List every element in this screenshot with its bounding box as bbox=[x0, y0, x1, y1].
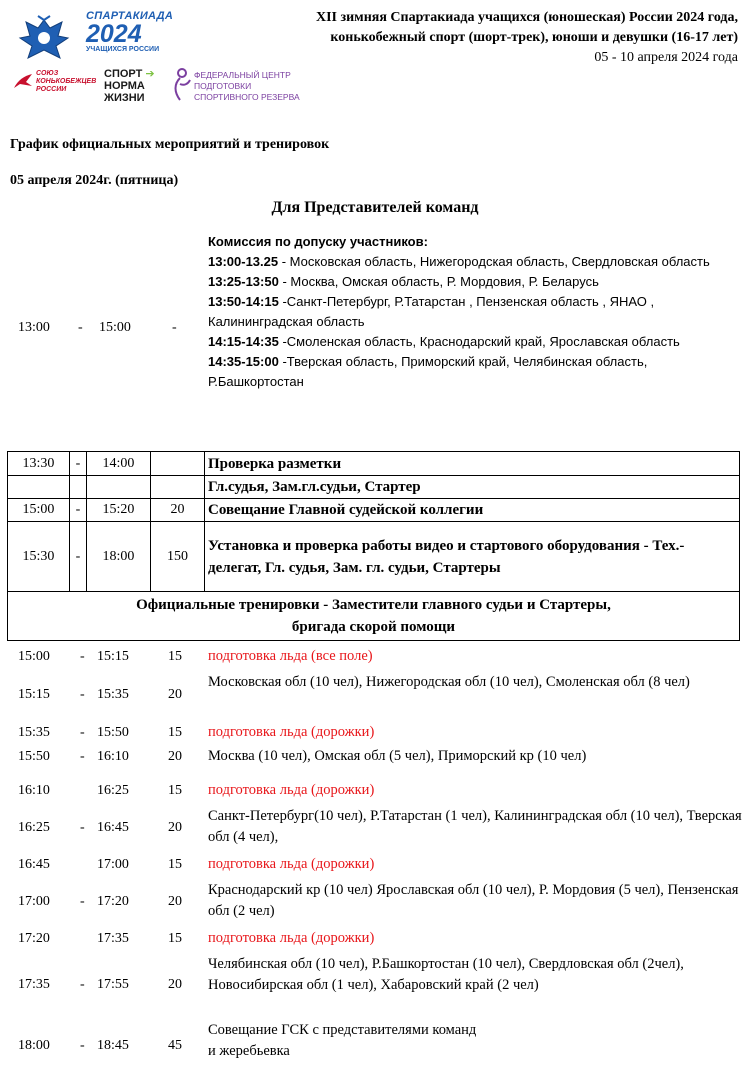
header-logos bbox=[8, 6, 298, 106]
training-description: подготовка льда (дорожки) bbox=[208, 856, 375, 872]
training-dash: - bbox=[80, 725, 85, 740]
skater-icon bbox=[12, 70, 34, 92]
training-duration: 15 bbox=[168, 857, 182, 872]
training-end: 15:35 bbox=[97, 687, 129, 702]
training-description: Краснодарский кр (10 чел) Ярославская обл (10 чел), Р. Мордовия (5 чел), Пензенская обл (2 чел) bbox=[208, 882, 739, 919]
commission-text bbox=[208, 232, 743, 392]
training-dash: - bbox=[80, 1038, 85, 1053]
header-dates: 05 - 10 апреля 2024 года bbox=[594, 50, 738, 65]
commission-slot-teams: - Москва, Омская область, Р. Мордовия, Р. Беларусь bbox=[278, 274, 599, 289]
norma-line-1: СПОРТ ➔ bbox=[104, 68, 155, 80]
training-dash: - bbox=[80, 749, 85, 764]
header-title-line-1: XII зимняя Спартакиада учащихся (юношеская) России 2024 года, bbox=[315, 10, 738, 25]
row-dash: - bbox=[70, 522, 87, 592]
section-title-line-1: Официальные тренировки - Заместители главного судьи и Стартеры, bbox=[136, 597, 611, 613]
training-row bbox=[10, 780, 745, 806]
table-row bbox=[8, 452, 740, 476]
row-end: 18:00 bbox=[87, 522, 151, 592]
training-row bbox=[10, 880, 745, 928]
commission-end: 15:00 bbox=[99, 320, 131, 335]
training-end: 17:35 bbox=[97, 931, 129, 946]
fc-line-2: ПОДГОТОВКИ bbox=[194, 81, 252, 91]
row-description: Гл.судья, Зам.гл.судьи, Стартер bbox=[205, 476, 740, 499]
row-dash: - bbox=[70, 452, 87, 476]
training-row bbox=[10, 646, 745, 672]
training-end: 16:45 bbox=[97, 820, 129, 835]
training-duration: 15 bbox=[168, 783, 182, 798]
table-row bbox=[8, 476, 740, 499]
row-start: 15:30 bbox=[8, 522, 70, 592]
training-description: Челябинская обл (10 чел), Р.Башкортостан (10 чел), Свердловская обл (2чел), Новосибирская обл (1 чел), Хабаровский край (2 чел) bbox=[208, 956, 684, 993]
training-end: 17:55 bbox=[97, 977, 129, 992]
row-end: 15:20 bbox=[87, 499, 151, 522]
commission-title: Комиссия по допуску участников: bbox=[208, 234, 428, 249]
row-description: Проверка разметки bbox=[205, 452, 740, 476]
training-start: 17:35 bbox=[18, 977, 50, 992]
training-start: 15:35 bbox=[18, 725, 50, 740]
header-title-line-2: конькобежный спорт (шорт-трек), юноши и девушки (16-17 лет) bbox=[330, 30, 738, 45]
spartakiada-logo bbox=[86, 10, 178, 60]
training-end: 16:10 bbox=[97, 749, 129, 764]
skate-union-line-2: КОНЬКОБЕЖЦЕВ bbox=[36, 78, 97, 85]
table-row bbox=[8, 522, 740, 592]
commission-slot-teams: - Московская область, Нижегородская область, Свердловская область bbox=[278, 254, 710, 269]
row-duration: 20 bbox=[151, 499, 205, 522]
eagle-emblem-icon bbox=[16, 14, 72, 64]
commission-slot-teams: -Санкт-Петербург, Р.Татарстан , Пензенская область , ЯНАО , Калининградская область bbox=[208, 294, 655, 329]
training-start: 17:20 bbox=[18, 931, 50, 946]
row-duration bbox=[151, 452, 205, 476]
training-start: 16:10 bbox=[18, 783, 50, 798]
commission-block bbox=[10, 232, 745, 432]
training-start: 15:00 bbox=[18, 649, 50, 664]
training-dash: - bbox=[80, 820, 85, 835]
norma-line-3: ЖИЗНИ bbox=[104, 92, 145, 104]
commission-slot-teams: -Тверская область, Приморский край, Челябинская область, Р.Башкортостан bbox=[208, 354, 648, 389]
training-start: 15:15 bbox=[18, 687, 50, 702]
row-start: 13:30 bbox=[8, 452, 70, 476]
training-row bbox=[10, 928, 745, 954]
training-start: 16:25 bbox=[18, 820, 50, 835]
skate-union-line-1: СОЮЗ bbox=[36, 70, 59, 77]
commission-dash-2: - bbox=[172, 320, 177, 335]
section-title-line-2: бригада скорой помощи bbox=[291, 619, 456, 635]
spartakiada-sub: УЧАЩИХСЯ РОССИИ bbox=[86, 46, 160, 53]
spartakiada-word: СПАРТАКИАДА bbox=[86, 10, 174, 22]
training-description: подготовка льда (дорожки) bbox=[208, 930, 375, 946]
fc-line-1: ФЕДЕРАЛЬНЫЙ ЦЕНТР bbox=[194, 70, 291, 80]
training-row bbox=[10, 672, 745, 722]
row-duration bbox=[151, 476, 205, 499]
training-end: 16:25 bbox=[97, 783, 129, 798]
training-end: 18:45 bbox=[97, 1038, 129, 1053]
training-description: Москва (10 чел), Омская обл (5 чел), Приморский кр (10 чел) bbox=[208, 748, 587, 764]
training-description: подготовка льда (все поле) bbox=[208, 648, 373, 664]
training-duration: 20 bbox=[168, 820, 182, 835]
training-end: 17:00 bbox=[97, 857, 129, 872]
fc-line-3: СПОРТИВНОГО РЕЗЕРВА bbox=[194, 92, 300, 102]
training-description: Санкт-Петербург(10 чел), Р.Татарстан (1 чел), Калининградская обл (10 чел), Тверская обл (4 чел), bbox=[208, 808, 742, 845]
training-duration: 20 bbox=[168, 894, 182, 909]
row-end: 14:00 bbox=[87, 452, 151, 476]
training-dash: - bbox=[80, 687, 85, 702]
training-row bbox=[10, 1020, 745, 1076]
training-description: подготовка льда (дорожки) bbox=[208, 724, 375, 740]
training-row bbox=[10, 746, 745, 780]
row-start bbox=[8, 476, 70, 499]
spartakiada-year: 2024 bbox=[86, 20, 142, 48]
training-end: 15:50 bbox=[97, 725, 129, 740]
row-dash bbox=[70, 476, 87, 499]
schedule-title: График официальных мероприятий и тренировок bbox=[10, 137, 330, 152]
reps-title: Для Представителей команд bbox=[271, 199, 479, 216]
row-description: Совещание Главной судейской коллегии bbox=[205, 499, 740, 522]
training-duration: 15 bbox=[168, 725, 182, 740]
training-description: подготовка льда (дорожки) bbox=[208, 782, 375, 798]
training-description: Совещание ГСК с представителями команд и жеребьевка bbox=[208, 1022, 477, 1059]
sport-norma-logo bbox=[104, 68, 164, 108]
commission-dash: - bbox=[78, 320, 83, 335]
document-header bbox=[268, 8, 738, 68]
commission-slot bbox=[208, 352, 743, 392]
training-row bbox=[10, 722, 745, 746]
table-row bbox=[8, 499, 740, 522]
commission-slot-time: 13:25-13:50 bbox=[208, 274, 279, 289]
training-duration: 15 bbox=[168, 649, 182, 664]
training-section-title bbox=[8, 592, 740, 641]
training-start: 16:45 bbox=[18, 857, 50, 872]
training-row bbox=[10, 954, 745, 1020]
training-row bbox=[10, 806, 745, 854]
training-start: 17:00 bbox=[18, 894, 50, 909]
training-duration: 20 bbox=[168, 687, 182, 702]
commission-slot bbox=[208, 272, 743, 292]
training-start: 15:50 bbox=[18, 749, 50, 764]
commission-slot bbox=[208, 252, 743, 272]
federal-center-logo bbox=[168, 68, 308, 108]
row-start: 15:00 bbox=[8, 499, 70, 522]
training-end: 17:20 bbox=[97, 894, 129, 909]
row-end bbox=[87, 476, 151, 499]
row-description: Установка и проверка работы видео и стартового оборудования - Тех.-делегат, Гл. судья, Зам. гл. судьи, Стартеры bbox=[205, 522, 740, 592]
runner-icon bbox=[168, 68, 192, 102]
training-start: 18:00 bbox=[18, 1038, 50, 1053]
arrow-icon: ➔ bbox=[142, 68, 155, 80]
row-duration: 150 bbox=[151, 522, 205, 592]
training-row bbox=[10, 854, 745, 880]
commission-slot bbox=[208, 332, 743, 352]
training-end: 15:15 bbox=[97, 649, 129, 664]
training-duration: 15 bbox=[168, 931, 182, 946]
day-title: 05 апреля 2024г. (пятница) bbox=[10, 173, 179, 188]
norma-line-2: НОРМА bbox=[104, 80, 145, 92]
training-dash: - bbox=[80, 977, 85, 992]
commission-slot-teams: -Смоленская область, Краснодарский край, Ярославская область bbox=[278, 334, 680, 349]
training-list bbox=[10, 646, 745, 1076]
commission-start: 13:00 bbox=[18, 320, 50, 335]
training-dash: - bbox=[80, 649, 85, 664]
skate-union-line-3: РОССИИ bbox=[36, 86, 67, 93]
training-duration: 20 bbox=[168, 977, 182, 992]
training-duration: 45 bbox=[168, 1038, 182, 1053]
commission-slot-time: 14:35-15:00 bbox=[208, 354, 279, 369]
officials-table bbox=[7, 451, 740, 641]
row-dash: - bbox=[70, 499, 87, 522]
commission-slot-time: 14:15-14:35 bbox=[208, 334, 279, 349]
training-dash: - bbox=[80, 894, 85, 909]
training-duration: 20 bbox=[168, 749, 182, 764]
training-description: Московская обл (10 чел), Нижегородская обл (10 чел), Смоленская обл (8 чел) bbox=[208, 674, 690, 690]
skate-union-logo bbox=[12, 70, 98, 104]
commission-slot bbox=[208, 292, 743, 332]
commission-slot-time: 13:50-14:15 bbox=[208, 294, 279, 309]
commission-slot-time: 13:00-13.25 bbox=[208, 254, 279, 269]
section-row bbox=[8, 592, 740, 641]
